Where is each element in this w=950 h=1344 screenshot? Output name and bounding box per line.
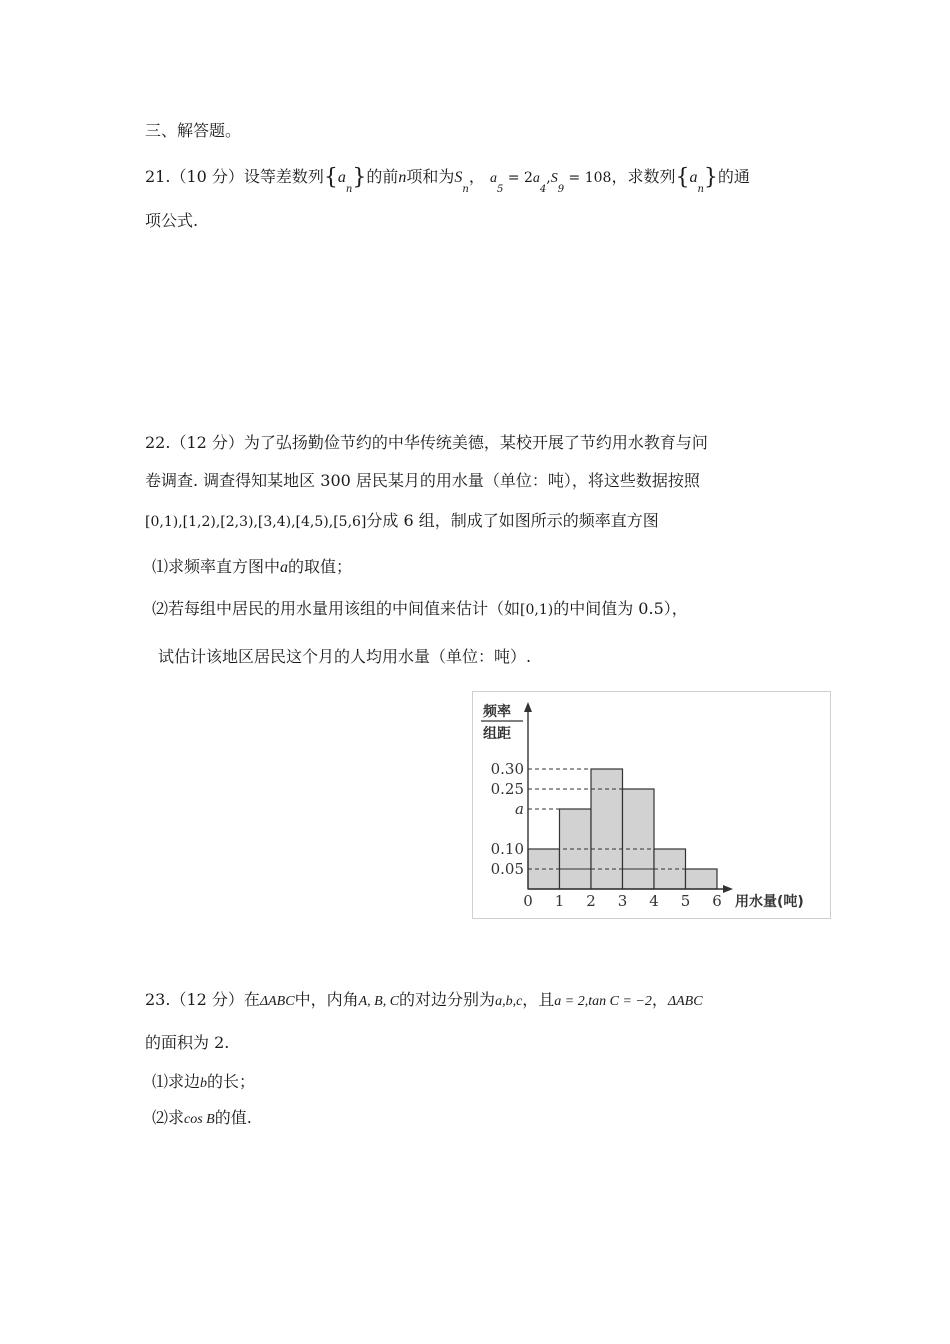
q21-number-score: 21.（10 分）: [145, 167, 244, 186]
q23-part1-pre: ⑴求边: [152, 1072, 201, 1091]
q22-part2-pre: ⑵若每组中居民的用水量用该组的中间值来估计（如: [152, 599, 521, 618]
q21-cond-a5-sub: 5: [496, 184, 504, 195]
q22-part1-post: 的取值；: [288, 557, 353, 576]
y-tick-label-4: 0.05: [490, 860, 524, 878]
q21-brace-open: {: [323, 165, 338, 190]
q22-part2: [152, 597, 688, 622]
q21-brace-close-2: }: [703, 165, 718, 190]
q21-S-sub: n: [462, 184, 469, 195]
q21-brace-close: }: [352, 165, 367, 190]
q23-part2-pre: ⑵求: [152, 1108, 185, 1127]
histogram-bar-3: [623, 789, 655, 889]
q23-tri2: ΔABC: [667, 994, 703, 1009]
q21-text-c: 项和为: [406, 167, 455, 186]
x-tick-label-0: 0: [523, 892, 533, 910]
q21-cond-a4: a: [532, 171, 540, 186]
section-heading: 三、解答题。: [145, 121, 242, 140]
q22-line2: 卷调查. 调查得知某地区 300 居民某月的用水量（单位：吨），将这些数据按照: [145, 471, 700, 490]
x-tick-label-2: 2: [586, 892, 596, 910]
q21-seq-var: a: [337, 169, 346, 186]
q21-n: n: [398, 169, 407, 186]
x-tick-label-5: 5: [680, 892, 691, 910]
q22-line3: [145, 509, 659, 534]
q23-comma: ，: [651, 990, 668, 1009]
q22-part1-var: a: [280, 559, 289, 576]
q23-part1: [152, 1070, 255, 1096]
q21-seq-sub: n: [345, 184, 353, 195]
x-tick-label-3: 3: [617, 892, 628, 910]
x-label: 用水量(吨): [735, 894, 804, 910]
y-label-top: 频率: [483, 704, 511, 720]
y-tick-label-1: 0.25: [490, 780, 524, 798]
frequency-histogram: [472, 691, 831, 919]
q23-line1: [145, 988, 703, 1014]
histogram-bar-2: [591, 769, 623, 889]
q23-part2: [152, 1106, 252, 1132]
y-axis-arrow: [524, 702, 532, 712]
q23-part2-post: 的值.: [214, 1108, 252, 1127]
q22-line3-tail: 分成 6 组，制成了如图所示的频率直方图: [366, 511, 659, 530]
q21-cond-a4-sub: 4: [539, 184, 547, 195]
y-tick-label-3: 0.10: [490, 840, 524, 858]
q22-part2-line2: 试估计该地区居民这个月的人均用水量（单位：吨）.: [158, 647, 532, 666]
q21-text-d: ，求数列: [611, 167, 676, 186]
q21-cond-comma: ,: [546, 170, 551, 186]
q21-cond-a5: a: [489, 171, 497, 186]
q23-number-score: 23.（12 分）在: [145, 990, 260, 1009]
q23-tri1: ΔABC: [259, 994, 295, 1009]
q21-cond-S9: S: [550, 171, 558, 186]
q23-cond: a = 2,tan C = −2: [554, 994, 652, 1009]
q21-sep: ，: [468, 167, 485, 186]
histogram-svg: [473, 692, 832, 920]
q21-S: S: [454, 169, 463, 186]
q21-text-a: 设等差数列: [243, 167, 324, 186]
q23-text-c: ，且: [522, 990, 555, 1009]
x-axis-arrow: [723, 885, 733, 893]
x-tick-label-1: 1: [554, 892, 565, 910]
q21-seq-var-2: a: [689, 169, 698, 186]
q23-part1-var: b: [200, 1076, 208, 1091]
q23-text-b: 的对边分别为: [399, 990, 496, 1009]
q23-part1-post: 的长；: [207, 1072, 256, 1091]
q23-text-a: 中，内角: [294, 990, 359, 1009]
q22-intervals: [0,1),[1,2),[2,3),[3,4),[4,5),[5,6]: [145, 514, 367, 530]
q21-cond-val: = 108: [564, 170, 612, 186]
q22-part2-post: 的中间值为 0.5），: [553, 599, 688, 618]
q22-part1: [152, 555, 352, 580]
y-label-bottom: 组距: [483, 726, 511, 742]
q21-line2: 项公式.: [145, 211, 199, 230]
q21-text-b: 的前: [366, 167, 399, 186]
q21-cond-eq: = 2: [503, 170, 533, 186]
q21-text-e: 的通: [717, 167, 750, 186]
x-tick-label-4: 4: [649, 892, 659, 910]
q22-part1-pre: ⑴求频率直方图中: [152, 557, 281, 576]
q23-sides: a,b,c: [495, 994, 523, 1009]
q21-line1: [145, 164, 750, 195]
y-tick-label-0: 0.30: [490, 760, 524, 778]
q21-cond-S9-sub: 9: [557, 184, 565, 195]
q21-brace-open-2: {: [675, 165, 690, 190]
histogram-bar-5: [686, 869, 718, 889]
q23-angles: A, B, C: [358, 994, 400, 1009]
q22-part2-interval: [0,1): [520, 602, 554, 618]
q23-part2-expr: cos B: [184, 1112, 215, 1127]
q23-line2: 的面积为 2.: [145, 1033, 230, 1052]
q21-seq-sub-2: n: [697, 184, 704, 195]
x-tick-label-6: 6: [712, 892, 722, 910]
q22-line1: 22.（12 分）为了弘扬勤俭节约的中华传统美德，某校开展了节约用水教育与问: [145, 433, 708, 452]
y-tick-label-2: a: [515, 800, 524, 818]
